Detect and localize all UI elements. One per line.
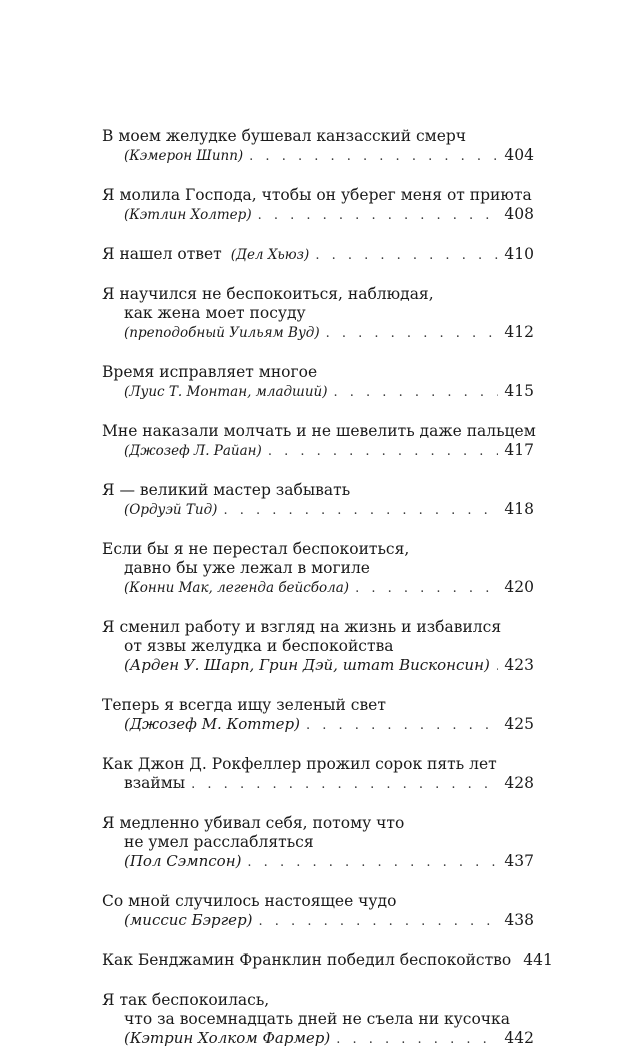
toc-entry[interactable] xyxy=(102,892,534,931)
entry-author: (Дел Хьюз) xyxy=(230,247,310,263)
toc-entry[interactable] xyxy=(102,755,534,794)
entry-leader xyxy=(102,774,534,794)
entry-author: (Ордуэй Тид) xyxy=(124,502,218,518)
entry-author: (Кэтлин Холтер) xyxy=(124,207,252,223)
entry-leader xyxy=(102,1029,534,1049)
entry-leader xyxy=(102,323,534,343)
entry-leader xyxy=(102,911,534,931)
toc-entry[interactable] xyxy=(102,618,534,676)
dot-leader xyxy=(223,501,498,520)
page-number: 437 xyxy=(504,852,534,870)
entry-title: Я молила Господа, чтобы он уберег меня от приюта xyxy=(102,186,532,204)
entry-author: (Арден У. Шарп, Грин Дэй, штат Висконсин) xyxy=(124,656,490,674)
toc-entry[interactable] xyxy=(102,540,534,598)
toc-entry[interactable] xyxy=(102,245,534,265)
entry-author: (Кэтрин Холком Фармер) xyxy=(124,1029,331,1047)
page-number: 408 xyxy=(504,205,534,223)
entry-title: Как Джон Д. Рокфеллер прожил сорок пять лет xyxy=(102,755,497,773)
page-number: 438 xyxy=(504,911,534,929)
entry-title-continued: взаймы xyxy=(124,774,186,792)
entry-title: Если бы я не перестал беспокоиться, xyxy=(102,540,410,558)
entry-leader xyxy=(102,146,534,166)
entry-leader xyxy=(102,715,534,735)
entry-leader xyxy=(102,500,534,520)
page-number: 418 xyxy=(504,500,534,518)
toc-entry[interactable] xyxy=(102,422,534,461)
page-number: 420 xyxy=(504,578,534,596)
entry-title-inline xyxy=(102,245,309,265)
dot-leader xyxy=(259,912,499,931)
entry-title: Я научился не беспокоиться, наблюдая, xyxy=(102,285,434,303)
toc-entry[interactable] xyxy=(102,363,534,402)
dot-leader xyxy=(249,147,498,166)
entry-leader xyxy=(102,382,534,402)
entry-title-continued: не умел расслабляться xyxy=(124,833,314,851)
toc-entry[interactable] xyxy=(102,814,534,872)
entry-leader xyxy=(102,951,553,971)
entry-title: Теперь я всегда ищу зеленый свет xyxy=(102,696,386,714)
entry-author: (Джозеф Л. Райан) xyxy=(124,443,262,459)
toc-entry[interactable] xyxy=(102,285,534,343)
page-number: 412 xyxy=(504,323,534,341)
dot-leader xyxy=(258,206,499,225)
dot-leader xyxy=(355,579,498,598)
toc-entry[interactable] xyxy=(102,696,534,735)
toc-entry[interactable] xyxy=(102,481,534,520)
entry-leader xyxy=(102,245,534,265)
dot-leader xyxy=(306,716,498,735)
dot-leader xyxy=(315,246,498,265)
entry-title-continued: от язвы желудка и беспокойства xyxy=(124,637,394,655)
entry-leader xyxy=(102,441,534,461)
dot-leader xyxy=(336,1030,498,1049)
entry-title-continued: как жена моет посуду xyxy=(124,304,306,322)
entry-author: (Пол Сэмпсон) xyxy=(124,852,242,870)
dot-leader xyxy=(191,775,498,794)
entry-title: Как Бенджамин Франклин победил беспокойство xyxy=(102,951,512,969)
page-number: 428 xyxy=(504,774,534,792)
dot-leader xyxy=(326,324,499,343)
entry-title: В моем желудке бушевал канзасский смерч xyxy=(102,127,467,145)
entry-author: (миссис Бэргер) xyxy=(124,911,253,929)
entry-title: Я медленно убивал себя, потому что xyxy=(102,814,405,832)
entry-leader xyxy=(102,205,534,225)
entry-title-continued: что за восемнадцать дней не съела ни кусочка xyxy=(124,1010,510,1028)
entry-title: Со мной случилось настоящее чудо xyxy=(102,892,397,910)
entry-title-continued: давно бы уже лежал в могиле xyxy=(124,559,370,577)
entry-leader xyxy=(102,656,534,676)
entry-title: Время исправляет многое xyxy=(102,363,318,381)
page-number: 417 xyxy=(504,441,534,459)
entry-title: Я — великий мастер забывать xyxy=(102,481,351,499)
toc-entry[interactable] xyxy=(102,127,534,166)
dot-leader xyxy=(247,853,498,872)
entry-title: Я сменил работу и взгляд на жизнь и избавился xyxy=(102,618,502,636)
toc-entry[interactable] xyxy=(102,951,553,971)
dot-leader xyxy=(496,657,499,676)
table-of-contents xyxy=(102,127,553,1049)
page-number: 425 xyxy=(504,715,534,733)
entry-author: (Конни Мак, легенда бейсбола) xyxy=(124,580,350,596)
toc-entry[interactable] xyxy=(102,186,534,225)
entry-title: Я нашел ответ xyxy=(102,245,222,263)
entry-title: Мне наказали молчать и не шевелить даже пальцем xyxy=(102,422,536,440)
page-number: 441 xyxy=(523,951,553,969)
dot-leader xyxy=(268,442,499,461)
entry-leader xyxy=(102,578,534,598)
entry-author: (Джозеф М. Коттер) xyxy=(124,715,301,733)
entry-author: (преподобный Уильям Вуд) xyxy=(124,325,320,341)
page-number: 415 xyxy=(504,382,534,400)
entry-author: (Луис Т. Монтан, младший) xyxy=(124,384,328,400)
entry-title: Я так беспокоилась, xyxy=(102,991,270,1009)
page-number: 404 xyxy=(504,146,534,164)
entry-leader xyxy=(102,852,534,872)
page-number: 442 xyxy=(504,1029,534,1047)
entry-author: (Кэмерон Шипп) xyxy=(124,148,244,164)
page-number: 423 xyxy=(504,656,534,674)
dot-leader xyxy=(334,383,499,402)
page-number: 410 xyxy=(504,245,534,263)
